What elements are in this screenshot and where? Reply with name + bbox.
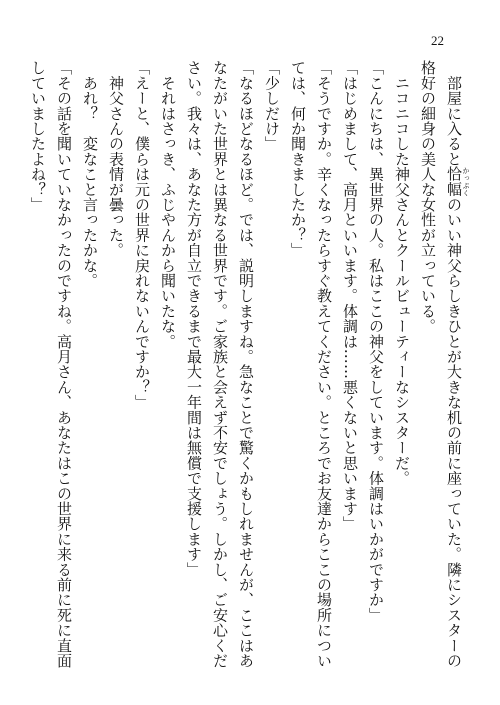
text-line: 「そうですか。辛くなったらすぐ教えてください。ところでお友達からここの場所につい bbox=[315, 60, 333, 668]
ruby-reading: かっぷく bbox=[462, 166, 470, 197]
text-line bbox=[441, 60, 470, 669]
text-line: さい。我々は、あなた方が自立できるまで最大一年間は無償で支援します」 bbox=[185, 60, 203, 577]
text-line: なたがいた世界とは異なる世界です。ご家族と会えず不安でしょう。しかし、ご安心くだ bbox=[211, 60, 229, 668]
novel-text-body bbox=[29, 60, 470, 669]
page-number: 22 bbox=[431, 33, 444, 48]
text-line: 「えーと、僕らは元の世界に戻れないんですか？」 bbox=[133, 60, 151, 410]
text-line: 「はじめまして、高月といいます。体調は……悪くないと思います」 bbox=[341, 60, 359, 532]
text-line: 「その話を聞いていなかったのですね。高月さん、あなたはこの世界に来る前に死に直面 bbox=[55, 60, 73, 668]
ruby-base: 恰幅 bbox=[445, 166, 463, 197]
text-line: ては、何か聞きましたか？」 bbox=[289, 60, 307, 258]
text-line: 「少しだけ」 bbox=[263, 60, 281, 152]
text-line: 神父さんの表情が曇った。 bbox=[107, 60, 125, 258]
text-line: あれ？ 変なこと言ったかな。 bbox=[81, 60, 99, 288]
text-line-end: のいい神父らしきひとが大きな机の前に座っていた。隣にシスターの bbox=[445, 196, 463, 669]
ruby-word bbox=[445, 166, 470, 197]
text-line: していましたよね？」 bbox=[29, 60, 47, 212]
text-line-start: 部屋に入ると bbox=[445, 60, 463, 167]
text-line: 「こんにちは、異世界の人。私はここの神父をしています。体調はいかがですか」 bbox=[367, 60, 385, 623]
text-line: 「なるほどなるほど。では、説明しますね。急なことで驚くかもしれませんが、ここはあ bbox=[237, 60, 255, 668]
text-line: 格好の細身の美人な女性が立っている。 bbox=[419, 60, 437, 334]
text-line: それはさっき、ふじやんから聞いたな。 bbox=[159, 60, 177, 349]
text-line: ニコニコした神父さんとクールビューティーなシスターだ。 bbox=[393, 60, 411, 486]
